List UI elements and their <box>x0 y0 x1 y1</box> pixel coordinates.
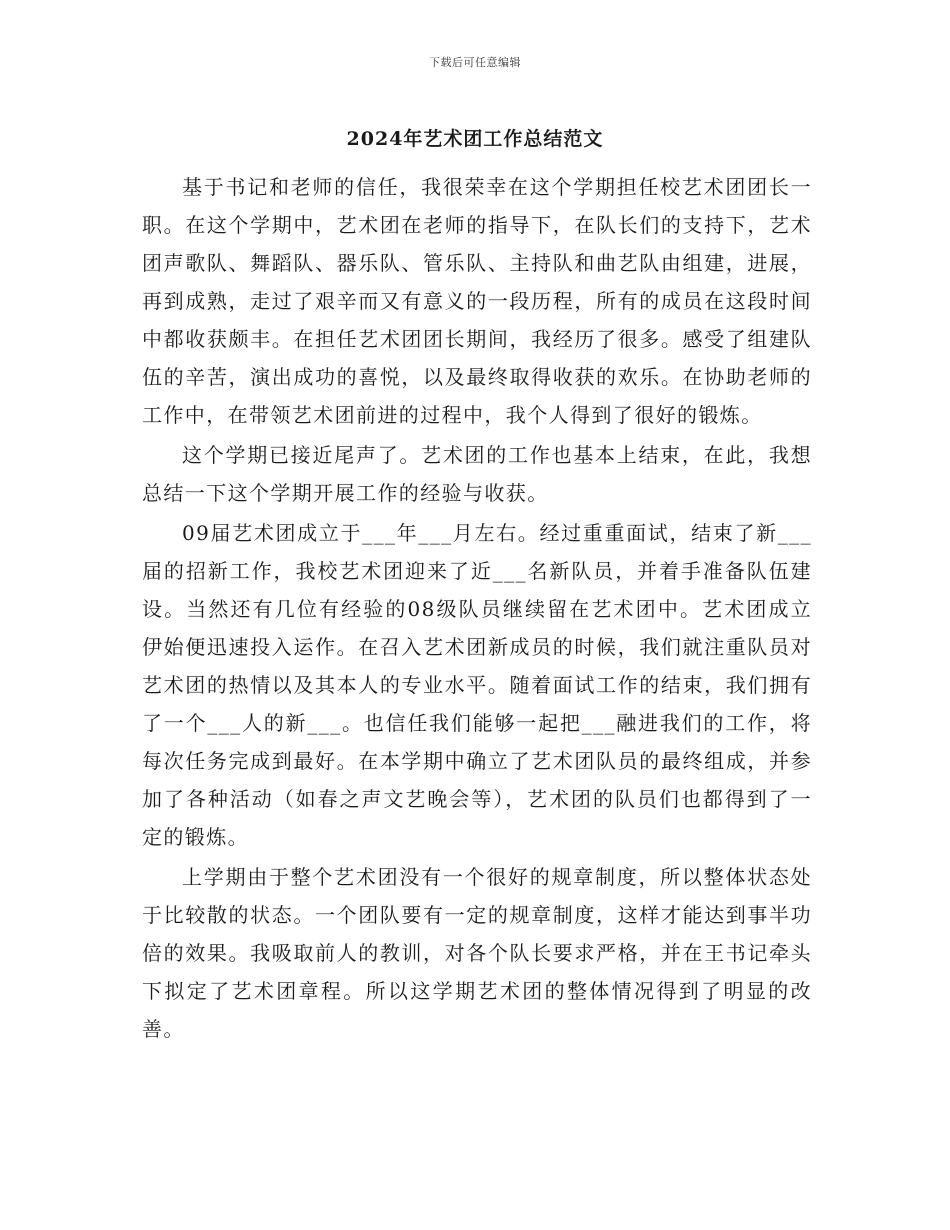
document-title: 2024年艺术团工作总结范文 <box>346 128 604 150</box>
paragraph-2: 这个学期已接近尾声了。艺术团的工作也基本上结束，在此，我想总结一下这个学期开展工作的经验与收获。 <box>142 443 812 505</box>
paragraph-4: 上学期由于整个艺术团没有一个很好的规章制度，所以整体状态处于比较散的状态。一个团队要有一定的规章制度，这样才能达到事半功倍的效果。我吸取前人的教训，对各个队长要求严格，并在王书记牵头下拟定了艺术团章程。所以这学期艺术团的整体情况得到了明显的改善。 <box>142 865 812 1041</box>
paragraph-1: 基于书记和老师的信任，我很荣幸在这个学期担任校艺术团团长一职。在这个学期中，艺术团在老师的指导下，在队长们的支持下，艺术团声歌队、舞蹈队、器乐队、管乐队、主持队和曲艺队由组建，进展，再到成熟，走过了艰辛而又有意义的一段历程，所有的成员在这段时间中都收获颇丰。在担任艺术团团长期间，我经历了很多。感受了组建队伍的辛苦，演出成功的喜悦，以及最终取得收获的欢乐。在协助老师的工作中，在带领艺术团前进的过程中，我个人得到了很好的锻炼。 <box>142 175 812 427</box>
header-note: 下载后可任意编辑 <box>429 56 521 69</box>
paragraph-3: 09届艺术团成立于___年___月左右。经过重重面试，结束了新___届的招新工作，我校艺术团迎来了近___名新队员，并着手准备队伍建设。当然还有几位有经验的08级队员继续留在艺术团中。艺术团成立伊始便迅速投入运作。在召入艺术团新成员的时候，我们就注重队员对艺术团的热情以及其本人的专业水平。随着面试工作的结束，我们拥有了一个___人的新___。也信任我们能够一起把___融进我们的工作，将每次任务完成到最好。在本学期中确立了艺术团队员的最终组成，并参加了各种活动（如春之声文艺晚会等），艺术团的队员们也都得到了一定的锻炼。 <box>142 521 812 849</box>
document-body <box>142 168 812 1050</box>
